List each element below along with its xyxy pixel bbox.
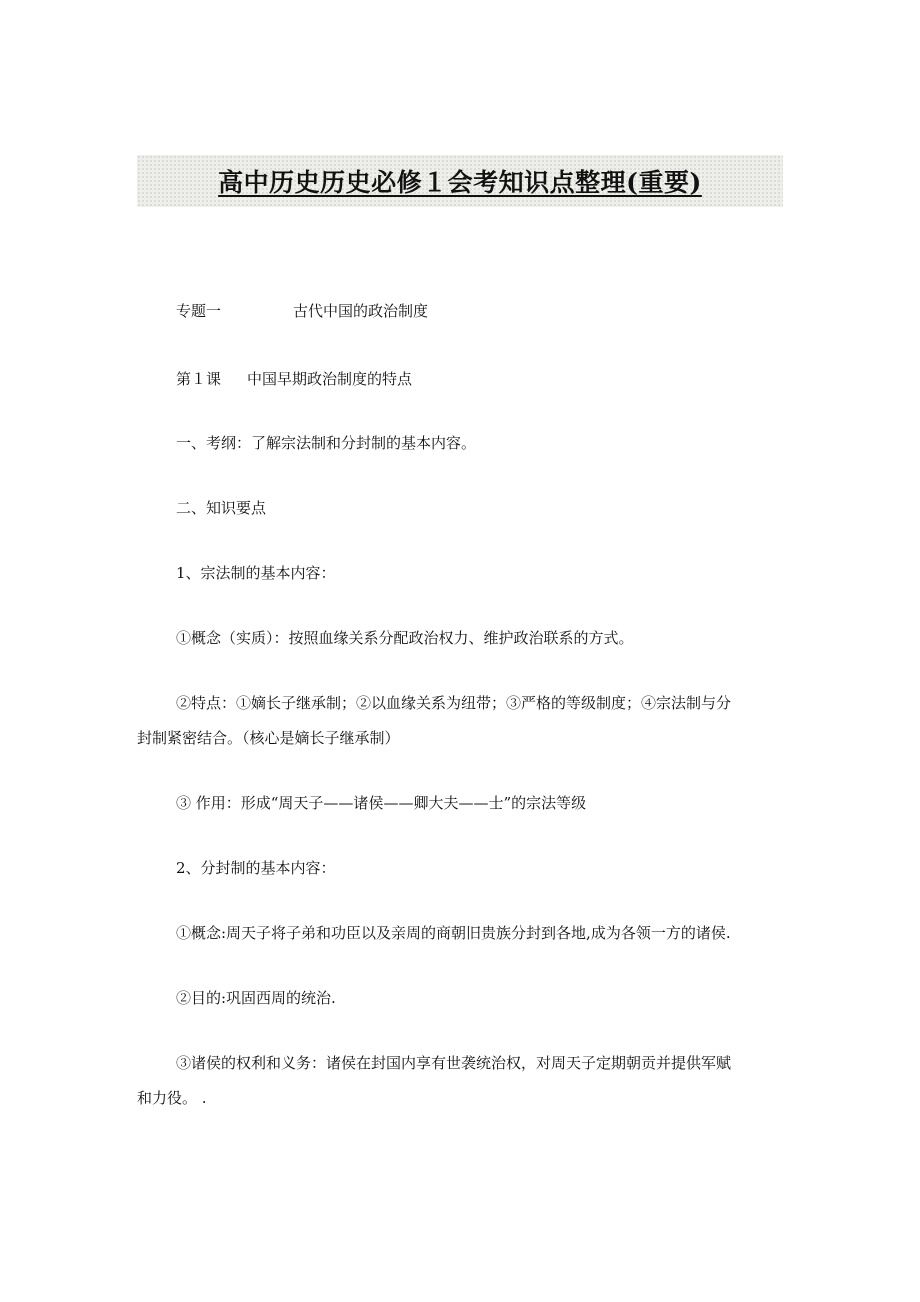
paragraph-clan-features: ②特点：①嫡长子继承制；②以血缘关系为纽带；③严格的等级制度；④宗法制与分 (176, 694, 732, 712)
paragraph-clan-system-heading: 1、宗法制的基本内容： (176, 564, 336, 582)
lesson-heading (176, 362, 788, 396)
paragraph-enfeoffment-rights: ③诸侯的权利和义务：诸侯在封国内享有世袭统治权，对周天子定期朝贡并提供军赋 (176, 1054, 732, 1072)
unit-label: 专题一 (176, 302, 222, 320)
paragraph-clan-effect: ③ 作用：形成“周天子——诸侯——卿大夫——士”的宗法等级 (176, 794, 587, 812)
unit-heading (176, 294, 788, 328)
paragraph-key-points-heading: 二、知识要点 (176, 499, 267, 517)
unit-name: 古代中国的政治制度 (293, 302, 429, 320)
paragraph-enfeoffment-concept: ①概念:周天子将子弟和功臣以及亲周的商朝旧贵族分封到各地,成为各领一方的诸侯. (176, 924, 731, 942)
lesson-label: 第１课 (176, 370, 222, 388)
lesson-name: 中国早期政治制度的特点 (247, 370, 413, 388)
paragraph-enfeoffment-heading: 2、分封制的基本内容： (176, 859, 336, 877)
title-banner (137, 155, 783, 207)
paragraph-clan-features-cont: 封制紧密结合。（核心是嫡长子继承制） (137, 729, 400, 747)
paragraph-enfeoffment-purpose: ②目的:巩固西周的统治. (176, 989, 336, 1007)
paragraph-enfeoffment-rights-cont: 和力役。 . (137, 1089, 207, 1107)
paragraph-clan-concept: ①概念（实质）：按照血缘关系分配政治权力、维护政治联系的方式。 (176, 629, 634, 647)
document-title: 高中历史历史必修１会考知识点整理(重要) (218, 168, 702, 197)
paragraph-syllabus: 一、考纲：了解宗法制和分封制的基本内容。 (176, 434, 477, 452)
